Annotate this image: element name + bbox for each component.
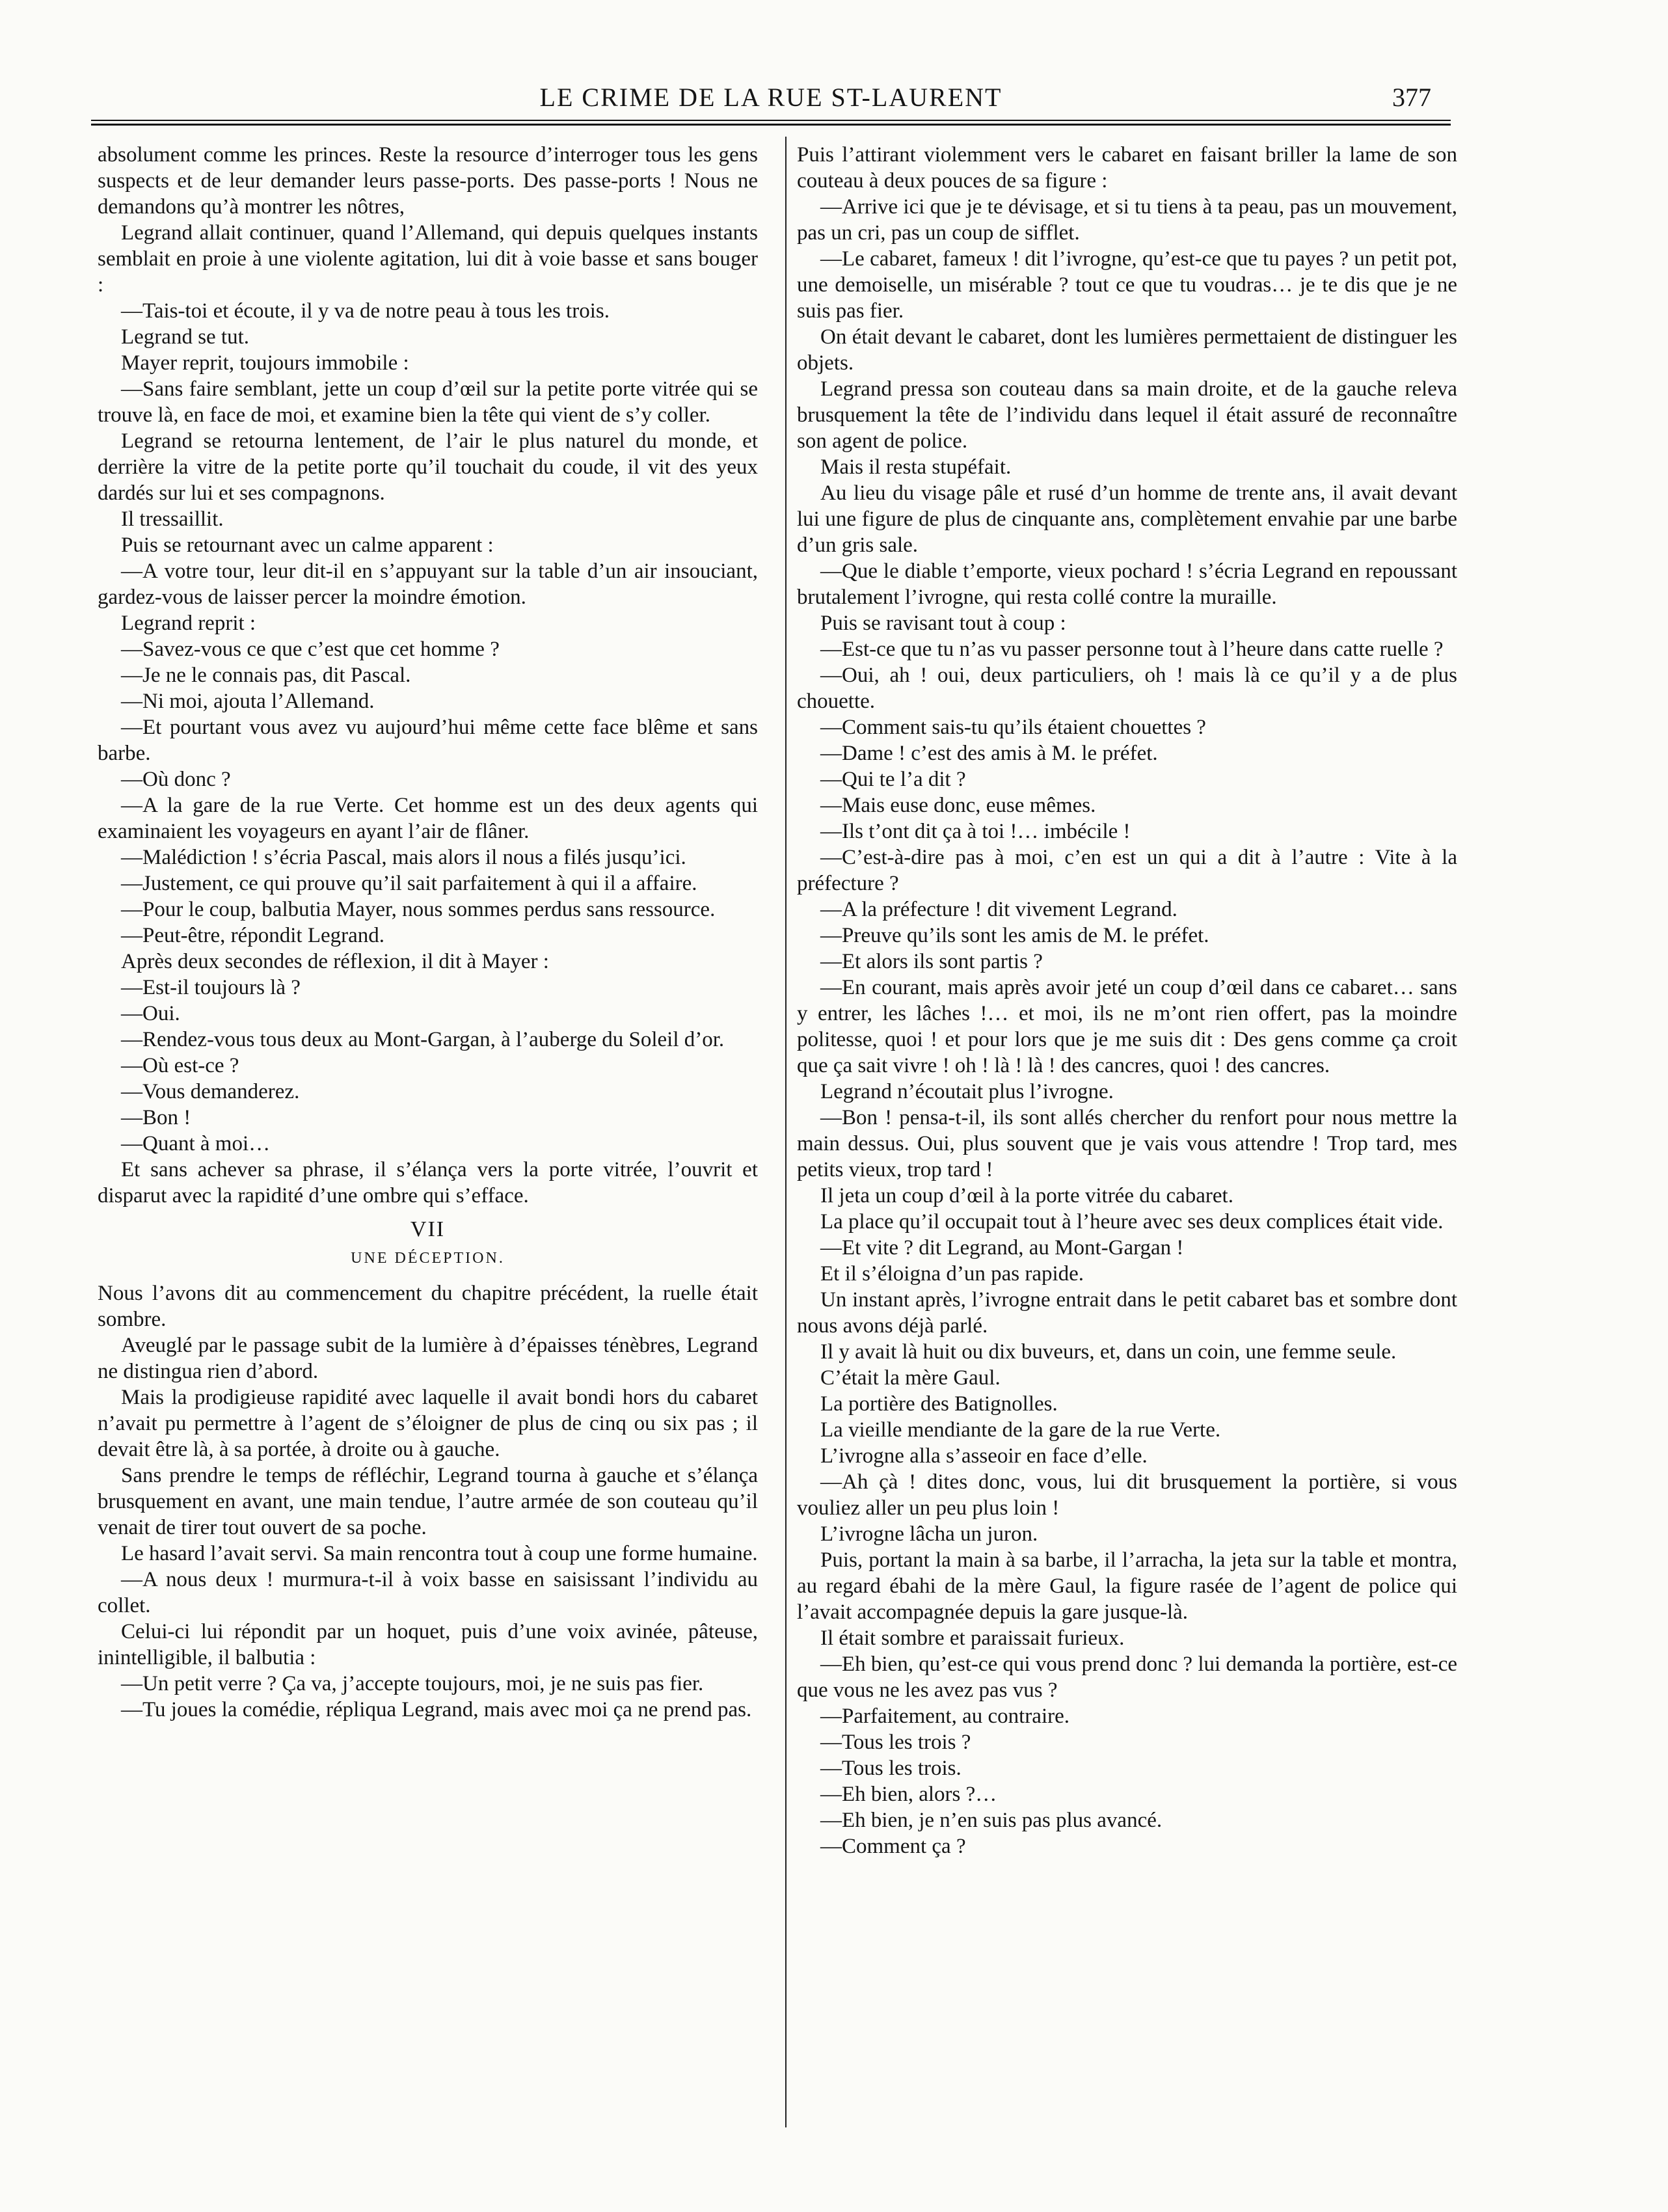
paragraph: C’était la mère Gaul. [820, 1366, 1001, 1390]
paragraph: —Que le diable t’emporte, vieux pochard ! s’écria Legrand en repoussant brutalement l’ivrogne, qui resta collé contre la muraille. [797, 560, 1457, 609]
paragraph: Celui-ci lui répondit par un hoquet, puis d’une voix avinée, pâteuse, inintelligible, il balbutia : [98, 1620, 758, 1669]
page-header [91, 77, 1451, 129]
paragraph: —Quant à moi… [121, 1132, 271, 1155]
paragraph: —A nous deux ! murmura-t-il à voix basse en saisissant l’individu au collet. [98, 1568, 758, 1617]
paragraph: —Comment sais-tu qu’ils étaient chouettes ? [820, 716, 1206, 739]
left-column-text-after-chapter [98, 1280, 758, 1723]
paragraph: —Comment ça ? [820, 1835, 966, 1858]
paragraph: La place qu’il occupait tout à l’heure avec ses deux complices était vide. [820, 1210, 1444, 1234]
paragraph: —Tu joues la comédie, répliqua Legrand, mais avec moi ça ne prend pas. [121, 1698, 752, 1721]
left-column [98, 142, 758, 1723]
paragraph: —Un petit verre ? Ça va, j’accepte toujours, moi, je ne suis pas fier. [121, 1672, 704, 1695]
paragraph: —Oui, ah ! oui, deux particuliers, oh ! mais là ce qu’il y a de plus chouette. [797, 664, 1457, 713]
paragraph: La portière des Batignolles. [820, 1392, 1058, 1416]
paragraph: Mais la prodigieuse rapidité avec laquelle il avait bondi hors du cabaret n’avait pu permettre à l’agent de s’éloigner de plus de cinq ou six pas ; il devait être là, à sa portée, à droite ou à gauche. [98, 1386, 758, 1461]
paragraph: —A la préfecture ! dit vivement Legrand. [820, 898, 1177, 921]
paragraph: Puis l’attirant violemment vers le cabaret en faisant briller la lame de son couteau à deux pouces de sa figure : [797, 143, 1457, 193]
paragraph: —Qui te l’a dit ? [820, 768, 966, 791]
paragraph: Legrand n’écoutait plus l’ivrogne. [820, 1080, 1114, 1103]
paragraph: —Où donc ? [121, 768, 231, 791]
paragraph: —Le cabaret, fameux ! dit l’ivrogne, qu’est-ce que tu payes ? un petit pot, une demoiselle, un misérable ? tout ce que tu voudras… je te dis que je ne suis pas fier. [797, 247, 1457, 323]
paragraph: —Rendez-vous tous deux au Mont-Gargan, à l’auberge du Soleil d’or. [121, 1028, 725, 1051]
paragraph: Il tressaillit. [121, 507, 224, 531]
paragraph: On était devant le cabaret, dont les lumières permettaient de distinguer les objets. [797, 325, 1457, 375]
paragraph: —Ils t’ont dit ça à toi !… imbécile ! [820, 820, 1131, 843]
right-column [797, 142, 1457, 1859]
paragraph: —Et pourtant vous avez vu aujourd’hui même cette face blême et sans barbe. [98, 716, 758, 765]
paragraph: Il était sombre et paraissait furieux. [820, 1626, 1125, 1650]
paragraph: Après deux secondes de réflexion, il dit à Mayer : [121, 950, 549, 973]
paragraph: Il y avait là huit ou dix buveurs, et, dans un coin, une femme seule. [820, 1340, 1397, 1364]
paragraph: —Bon ! pensa-t-il, ils sont allés chercher du renfort pour nous mettre la main dessus. Oui, plus souvent que je vais vous attendre ! Trop tard, mes petits vieux, trop tard ! [797, 1106, 1457, 1181]
paragraph: Et sans achever sa phrase, il s’élança vers la porte vitrée, l’ouvrit et disparut avec la rapidité d’une ombre qui s’efface. [98, 1158, 758, 1207]
paragraph: —Est-ce que tu n’as vu passer personne tout à l’heure dans catte ruelle ? [820, 638, 1444, 661]
paragraph: —Arrive ici que je te dévisage, et si tu tiens à ta peau, pas un mouvement, pas un cri, pas un coup de sifflet. [797, 195, 1457, 245]
paragraph: —Et alors ils sont partis ? [820, 950, 1043, 973]
paragraph: Aveuglé par le passage subit de la lumière à d’épaisses ténèbres, Legrand ne distingua rien d’abord. [98, 1334, 758, 1383]
paragraph: Et il s’éloigna d’un pas rapide. [820, 1262, 1084, 1286]
paragraph: —Sans faire semblant, jette un coup d’œil sur la petite porte vitrée qui se trouve là, en face de moi, et examine bien la tête qui vient de s’y coller. [98, 377, 758, 427]
paragraph: Puis se ravisant tout à coup : [820, 612, 1066, 635]
paragraph: —Et vite ? dit Legrand, au Mont-Gargan ! [820, 1236, 1184, 1260]
paragraph: Mayer reprit, toujours immobile : [121, 351, 409, 375]
paragraph: —Ah çà ! dites donc, vous, lui dit brusquement la portière, si vous vouliez aller un peu plus loin ! [797, 1470, 1457, 1520]
header-rule [91, 120, 1451, 121]
paragraph: Legrand pressa son couteau dans sa main droite, et de la gauche releva brusquement la tête de l’individu dans lequel il était assuré de reconnaître son agent de police. [797, 377, 1457, 453]
paragraph: La vieille mendiante de la gare de la rue Verte. [820, 1418, 1221, 1442]
paragraph: Le hasard l’avait servi. Sa main rencontra tout à coup une forme humaine. [121, 1542, 758, 1565]
paragraph: —Ni moi, ajouta l’Allemand. [121, 690, 375, 713]
paragraph: Puis, portant la main à sa barbe, il l’arracha, la jeta sur la table et montra, au regard ébahi de la mère Gaul, la figure rasée de l’agent de police qui l’avait accompagnée depuis la gare jusque-là. [797, 1548, 1457, 1624]
header-rule-thick [91, 124, 1451, 126]
paragraph: Il jeta un coup d’œil à la porte vitrée du cabaret. [820, 1184, 1233, 1207]
left-column-text [98, 142, 758, 1209]
paragraph: Sans prendre le temps de réfléchir, Legrand tourna à gauche et s’élança brusquement en avant, une main tendue, l’autre armée de son couteau qu’il venait de tirer tout ouvert de sa poche. [98, 1464, 758, 1539]
paragraph: —Eh bien, qu’est-ce qui vous prend donc ? lui demanda la portière, est-ce que vous ne les avez pas vus ? [797, 1652, 1457, 1702]
paragraph: Nous l’avons dit au commencement du chapitre précédent, la ruelle était sombre. [98, 1282, 758, 1331]
paragraph: —Parfaitement, au contraire. [820, 1705, 1069, 1728]
paragraph: Legrand allait continuer, quand l’Allemand, qui depuis quelques instants semblait en proie à une violente agitation, lui dit à voie basse et sans bouger : [98, 221, 758, 297]
paragraph: —Dame ! c’est des amis à M. le préfet. [820, 742, 1158, 765]
running-title: LE CRIME DE LA RUE ST-LAURENT [539, 83, 1002, 112]
paragraph: Legrand se tut. [121, 325, 250, 349]
page-number: 377 [1392, 83, 1431, 112]
paragraph: —Pour le coup, balbutia Mayer, nous sommes perdus sans ressource. [121, 898, 716, 921]
paragraph: —Eh bien, je n’en suis pas plus avancé. [820, 1809, 1163, 1832]
paragraph: —Je ne le connais pas, dit Pascal. [121, 664, 411, 687]
paragraph: —Malédiction ! s’écria Pascal, mais alors il nous a filés jusqu’ici. [121, 846, 686, 869]
paragraph: —Justement, ce qui prouve qu’il sait parfaitement à qui il a affaire. [121, 872, 697, 895]
paragraph: —Peut-être, répondit Legrand. [121, 924, 385, 947]
paragraph: —Savez-vous ce que c’est que cet homme ? [121, 638, 500, 661]
paragraph: Un instant après, l’ivrogne entrait dans le petit cabaret bas et sombre dont nous avons déjà parlé. [797, 1288, 1457, 1338]
paragraph: Legrand reprit : [121, 612, 256, 635]
chapter-number: VII [410, 1217, 446, 1241]
column-divider [785, 137, 787, 2127]
paragraph: —Est-il toujours là ? [121, 976, 301, 999]
paragraph: —Bon ! [121, 1106, 191, 1129]
paragraph: Puis se retournant avec un calme apparent : [121, 533, 494, 557]
paragraph: Legrand se retourna lentement, de l’air le plus naturel du monde, et derrière la vitre de la petite porte qu’il touchait du coude, il vit des yeux dardés sur lui et ses compagnons. [98, 429, 758, 505]
chapter-title: UNE DÉCEPTION. [351, 1250, 505, 1267]
paragraph: Mais il resta stupéfait. [820, 455, 1012, 479]
paragraph: —Où est-ce ? [121, 1054, 239, 1077]
paragraph: —A votre tour, leur dit-il en s’appuyant sur la table d’un air insouciant, gardez-vous de laisser percer la moindre émotion. [98, 560, 758, 609]
paragraph: L’ivrogne lâcha un juron. [820, 1522, 1038, 1546]
paragraph: —Vous demanderez. [121, 1080, 300, 1103]
paragraph: —Preuve qu’ils sont les amis de M. le préfet. [820, 924, 1209, 947]
paragraph: —En courant, mais après avoir jeté un coup d’œil dans ce cabaret… sans y entrer, les lâches !… et moi, ils ne m’ont rien offert, pas la moindre politesse, quoi ! et pour lors que je me suis dit : Des gens comme ça croit que ça sait vivre ! oh ! là ! là ! des cancres, quoi ! des cancres. [797, 976, 1457, 1077]
paragraph: —Oui. [121, 1002, 180, 1025]
paragraph: —Mais euse donc, euse mêmes. [820, 794, 1096, 817]
paragraph: —C’est-à-dire pas à moi, c’en est un qui a dit à l’autre : Vite à la préfecture ? [797, 846, 1457, 895]
paragraph: —Tous les trois ? [820, 1731, 971, 1754]
paragraph: Au lieu du visage pâle et rusé d’un homme de trente ans, il avait devant lui une figure de plus de cinquante ans, complètement envahie par une barbe d’un gris sale. [797, 481, 1457, 557]
paragraph: absolument comme les princes. Reste la resource d’interroger tous les gens suspects et de leur demander leurs passe-ports. Des passe-ports ! Nous ne demandons qu’à montrer les nôtres, [98, 143, 758, 219]
paragraph: —Tais-toi et écoute, il y va de notre peau à tous les trois. [121, 299, 610, 323]
paragraph: —Tous les trois. [820, 1757, 962, 1780]
paragraph: L’ivrogne alla s’asseoir en face d’elle. [820, 1444, 1148, 1468]
paragraph: —A la gare de la rue Verte. Cet homme est un des deux agents qui examinaient les voyageurs en ayant l’air de flâner. [98, 794, 758, 843]
paragraph: —Eh bien, alors ?… [820, 1783, 997, 1806]
